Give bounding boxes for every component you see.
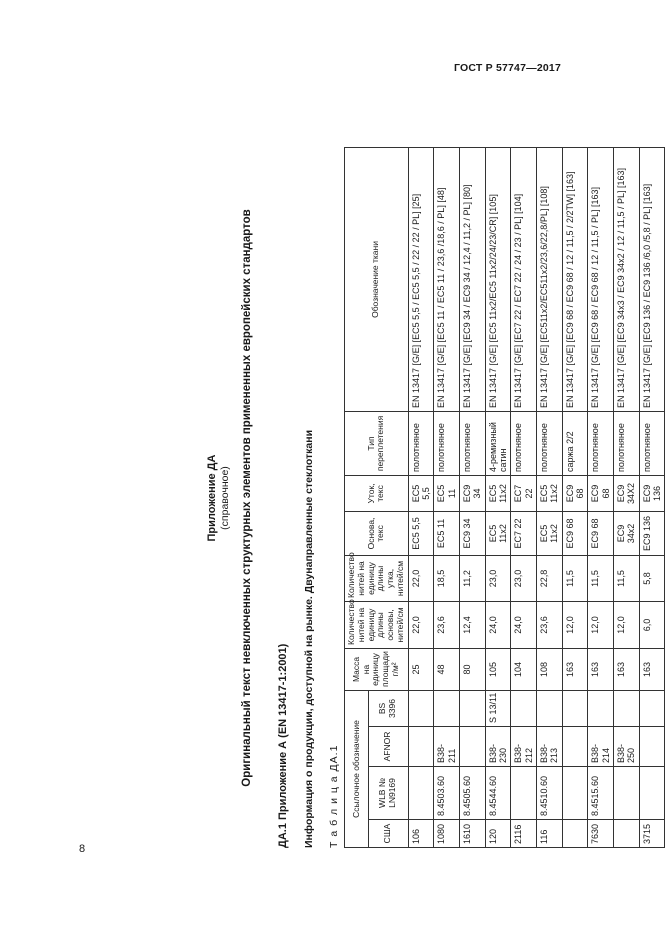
bs-header: BS 3396 [368, 690, 408, 726]
cell-weft: EC9 34X2 [614, 475, 640, 511]
cell-designation: EN 13417 [G/E] [EC9 136 / EC9 136 /6,0 /5,8 / PL] [163] [639, 147, 665, 411]
cell-ln: 8.4510.60 [537, 767, 563, 820]
page-number: 8 [79, 843, 86, 855]
table-row [434, 147, 460, 847]
wlb-ln-header [368, 767, 408, 820]
cell-weave: полотняное [434, 411, 460, 475]
cell-weft-count: 11,2 [459, 555, 485, 601]
table-row [588, 147, 614, 847]
cell-mass: 108 [537, 648, 563, 690]
cell-bs: S 13/11 [485, 690, 511, 726]
info-title: Информация о продукции, доступной на рынке. Двунаправленные стеклоткани [303, 429, 315, 848]
cell-weft-count: 11,5 [614, 555, 640, 601]
cell-ln [511, 767, 537, 820]
cell-warp-count: 23,6 [434, 601, 460, 648]
cell-bs [408, 690, 434, 726]
cell-warp: EC5 11x2 [485, 511, 511, 555]
cell-weave: полотняное [614, 411, 640, 475]
cell-usa: 3715 [639, 820, 665, 848]
cell-usa: 116 [537, 820, 563, 848]
warp-header: Основа, текс [345, 511, 409, 555]
cell-afnor [562, 727, 588, 767]
cell-warp-count: 24,0 [485, 601, 511, 648]
appendix-subtitle: (справочное) [219, 466, 231, 530]
cell-bs [459, 690, 485, 726]
cell-weft-count: 11,5 [588, 555, 614, 601]
table-row [614, 147, 640, 847]
cell-usa: 7630 [588, 820, 614, 848]
cell-warp: EC7 22 [511, 511, 537, 555]
cell-ln [614, 767, 640, 820]
cell-warp: EC5 5,5 [408, 511, 434, 555]
cell-afnor: B38-250 [614, 727, 640, 767]
cell-warp-count: 24,0 [511, 601, 537, 648]
cell-mass: 80 [459, 648, 485, 690]
cell-bs [562, 690, 588, 726]
cell-usa: 106 [408, 820, 434, 848]
table-row [562, 147, 588, 847]
cell-usa [562, 820, 588, 848]
cell-warp-count: 12,0 [562, 601, 588, 648]
cell-bs [537, 690, 563, 726]
rotated-appendix-block [206, 148, 663, 848]
cell-warp: EC9 34x2 [614, 511, 640, 555]
cell-mass: 105 [485, 648, 511, 690]
cell-warp-count: 12,4 [459, 601, 485, 648]
designation-header: Обозначение ткани [345, 147, 409, 411]
table-caption: Т а б л и ц а ДА.1 [328, 744, 340, 848]
cell-designation: EN 13417 [G/E] [EC5 11x2/EC5 11x2/24/23/CR] [105] [485, 147, 511, 411]
fabric-table [344, 147, 665, 848]
cell-afnor: B38-211 [434, 727, 460, 767]
cell-ln: 8.4503.60 [434, 767, 460, 820]
table-row [408, 147, 434, 847]
cell-afnor: B38-213 [537, 727, 563, 767]
cell-weave: саржа 2/2 [562, 411, 588, 475]
cell-afnor: B38-230 [485, 727, 511, 767]
cell-ln [408, 767, 434, 820]
cell-designation: EN 13417 [G/E] [EC511x2/EC511x2/23,6/22,8/PL] [108] [537, 147, 563, 411]
cell-weft: EC9 68 [562, 475, 588, 511]
appendix-main-title: Оригинальный текст невключенных структурных элементов примененных европейских стандартов [241, 209, 253, 787]
cell-weft: EC5 5,5 [408, 475, 434, 511]
cell-mass: 25 [408, 648, 434, 690]
weft-header: Уток, текс [345, 475, 409, 511]
cell-designation: EN 13417 [G/E] [EC9 68 / EC9 68 / 12 / 11,5 / 2/2TW] [163] [562, 147, 588, 411]
cell-bs [614, 690, 640, 726]
usa-header: США [368, 820, 408, 848]
cell-weft-count: 23,0 [485, 555, 511, 601]
cell-warp-count: 22,0 [408, 601, 434, 648]
afnor-header: AFNOR [368, 727, 408, 767]
table-row [511, 147, 537, 847]
cell-bs [588, 690, 614, 726]
mass-header: Масса на единицу площади г/м² [345, 648, 409, 690]
cell-bs [639, 690, 665, 726]
cell-weave: полотняное [537, 411, 563, 475]
cell-afnor [408, 727, 434, 767]
cell-weave: полотняное [408, 411, 434, 475]
cell-weave: полотняное [639, 411, 665, 475]
cell-usa: 2116 [511, 820, 537, 848]
cell-designation: EN 13417 [G/E] [EC9 34x3 / EC9 34x2 / 12 / 11,5 / PL] [163] [614, 147, 640, 411]
cell-ln: 8.4505.60 [459, 767, 485, 820]
cell-weft-count: 11,5 [562, 555, 588, 601]
cell-designation: EN 13417 [G/E] [EC9 68 / EC9 68 / 12 / 11,5 / PL] [163] [588, 147, 614, 411]
ref-group-header: Ссылочное обозначение [345, 690, 369, 847]
cell-mass: 163 [562, 648, 588, 690]
cell-mass: 104 [511, 648, 537, 690]
cell-ln: 8.4544.60 [485, 767, 511, 820]
cell-weft: EC9 136 [639, 475, 665, 511]
cell-usa: 120 [485, 820, 511, 848]
cell-ln [562, 767, 588, 820]
table-row [485, 147, 511, 847]
warp-count-header: Количество нитей на единицу длины основы, нитей/см [345, 601, 409, 648]
cell-weft-count: 5,8 [639, 555, 665, 601]
cell-usa: 1610 [459, 820, 485, 848]
cell-designation: EN 13417 [G/E] [EC5 5,5 / EC5 5,5 / 22 / 22 / PL] [25] [408, 147, 434, 411]
cell-warp-count: 23,6 [537, 601, 563, 648]
cell-warp: EC9 68 [588, 511, 614, 555]
cell-weave: полотняное [588, 411, 614, 475]
cell-mass: 163 [639, 648, 665, 690]
cell-designation: EN 13417 [G/E] [EC5 11 / EC5 11 / 23,6 /18,6 / PL] [48] [434, 147, 460, 411]
weave-header: Тип переплетения [345, 411, 409, 475]
cell-warp-count: 12,0 [588, 601, 614, 648]
section-title: ДА.1 Приложение А (EN 13417-1:2001) [277, 643, 289, 848]
cell-warp: EC9 136 [639, 511, 665, 555]
cell-ln: 8.4515.60 [588, 767, 614, 820]
cell-weft: EC7 22 [511, 475, 537, 511]
table-header-row [345, 147, 369, 847]
cell-warp-count: 6,0 [639, 601, 665, 648]
cell-afnor [639, 727, 665, 767]
cell-afnor [459, 727, 485, 767]
cell-weave: полотняное [459, 411, 485, 475]
cell-designation: EN 13417 [G/E] [EC7 22 / EC7 22 / 24 / 23 / PL] [104] [511, 147, 537, 411]
cell-bs [511, 690, 537, 726]
cell-ln [639, 767, 665, 820]
cell-designation: EN 13417 [G/E] [EC9 34 / EC9 34 / 12,4 / 11,2 / PL] [80] [459, 147, 485, 411]
cell-weft: EC9 68 [588, 475, 614, 511]
ln-header: LN9169 [387, 778, 398, 808]
table-row [459, 147, 485, 847]
cell-afnor: B38-212 [511, 727, 537, 767]
cell-mass: 163 [614, 648, 640, 690]
table-row [639, 147, 665, 847]
cell-usa [614, 820, 640, 848]
cell-weft-count: 22,0 [408, 555, 434, 601]
cell-weft-count: 18,5 [434, 555, 460, 601]
cell-weft: EC5 11x2 [485, 475, 511, 511]
cell-afnor: B38-214 [588, 727, 614, 767]
wlb-header: WLB № [377, 778, 388, 808]
appendix-title: Приложение ДА [206, 454, 218, 542]
cell-weft: EC5 11 [434, 475, 460, 511]
cell-weave: 4-ремизный сатин [485, 411, 511, 475]
cell-weft: EC5 11x2 [537, 475, 563, 511]
standard-header: ГОСТ Р 57747—2017 [453, 62, 561, 74]
cell-warp-count: 12,0 [614, 601, 640, 648]
cell-warp: EC9 34 [459, 511, 485, 555]
weft-count-header: Количество нитей на единицу длины утка, нитей/см [345, 555, 409, 601]
cell-weave: полотняное [511, 411, 537, 475]
cell-usa: 1080 [434, 820, 460, 848]
cell-weft: EC9 34 [459, 475, 485, 511]
cell-weft-count: 22,8 [537, 555, 563, 601]
cell-mass: 163 [588, 648, 614, 690]
cell-bs [434, 690, 460, 726]
cell-weft-count: 23,0 [511, 555, 537, 601]
cell-mass: 48 [434, 648, 460, 690]
table-row [537, 147, 563, 847]
cell-warp: EC9 68 [562, 511, 588, 555]
cell-warp: EC5 11x2 [537, 511, 563, 555]
cell-warp: EC5 11 [434, 511, 460, 555]
